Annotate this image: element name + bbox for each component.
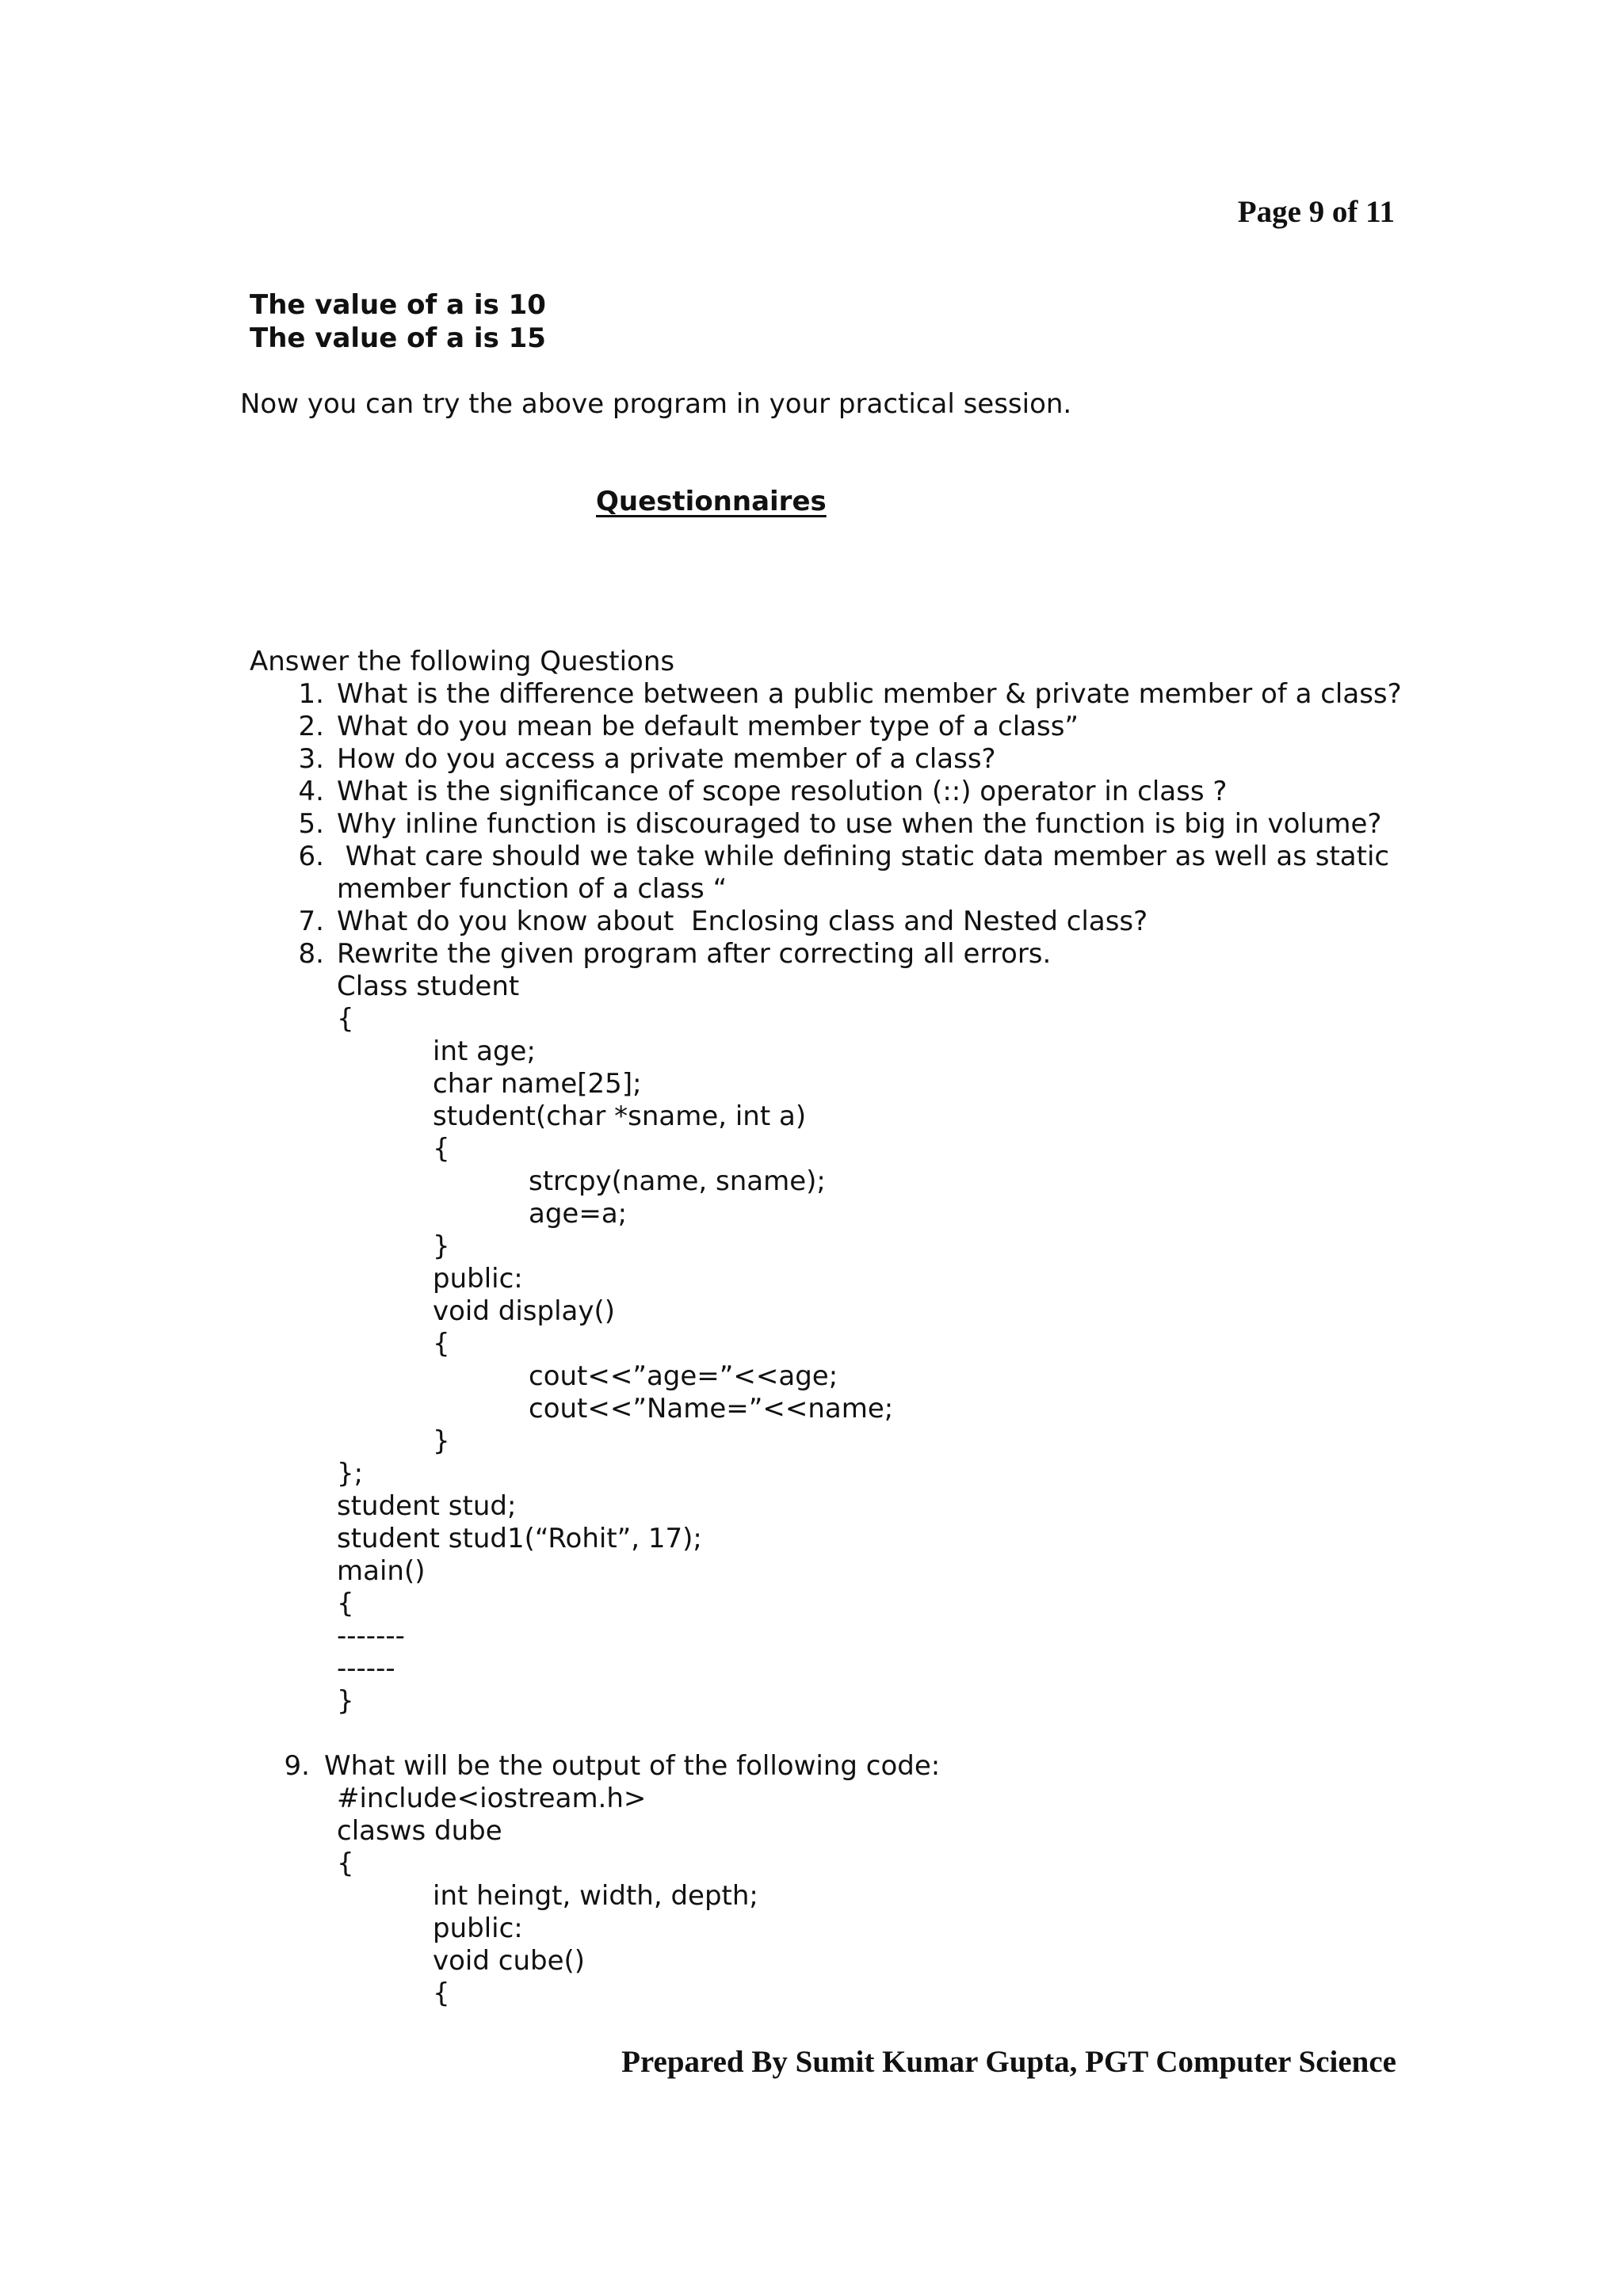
code-line: [250, 1068, 1407, 1100]
code-line: [250, 1685, 1407, 1718]
output-line: The value of a is 15: [250, 322, 546, 354]
code-text: strcpy(name, sname);: [529, 1165, 826, 1197]
question-number: 2.: [298, 711, 324, 742]
code-line: [250, 1523, 1407, 1555]
code-text: Class student: [337, 971, 520, 1002]
question-text: Why inline function is discouraged to use when the function is big in volume?: [337, 808, 1382, 840]
question-text: What do you mean be default member type of a class”: [337, 711, 1079, 742]
code-line: [250, 1653, 1407, 1685]
section-title: Questionnaires: [596, 486, 827, 517]
code-line: [250, 1978, 1407, 2010]
code-text: cout<<”Name=”<<name;: [529, 1393, 894, 1425]
question-number: 5.: [298, 808, 324, 840]
code-text: }: [433, 1230, 450, 1262]
code-text: #include<iostream.h>: [337, 1783, 647, 1814]
spacer: [250, 1718, 1407, 1750]
code-line: [250, 971, 1407, 1003]
question-item: [250, 711, 1407, 743]
code-line: [250, 1100, 1407, 1133]
code-line: [250, 1360, 1407, 1393]
code-text: ------: [337, 1653, 395, 1684]
code-block-q8: [250, 971, 1407, 1718]
code-text: public:: [433, 1263, 523, 1295]
code-block-q9: [250, 1783, 1407, 2010]
code-line: [250, 1230, 1407, 1263]
code-text: clasws dube: [337, 1815, 502, 1847]
question-number: 1.: [298, 678, 324, 710]
instructions: Answer the following Questions: [250, 646, 675, 677]
code-text: age=a;: [529, 1198, 628, 1230]
code-text: };: [337, 1458, 364, 1489]
question-item: [250, 808, 1407, 841]
question-number: 6.: [298, 841, 324, 872]
question-text: What will be the output of the following code:: [324, 1750, 941, 1782]
code-text: void cube(): [433, 1945, 586, 1977]
code-text: -------: [337, 1620, 405, 1652]
question-item: [250, 743, 1407, 776]
code-text: {: [433, 1978, 450, 2009]
code-text: {: [337, 1588, 354, 1619]
question-number: 8.: [298, 938, 324, 970]
question-text: How do you access a private member of a class?: [337, 743, 996, 775]
question-text: What is the difference between a public member & private member of a class?: [337, 678, 1402, 710]
question-item: [250, 841, 1407, 873]
code-line: [250, 1003, 1407, 1035]
question-item: [250, 1750, 1407, 1783]
code-text: public:: [433, 1913, 523, 1944]
code-text: char name[25];: [433, 1068, 642, 1100]
code-line: [250, 1848, 1407, 1880]
questions-section: [250, 646, 1407, 2010]
code-text: {: [337, 1003, 354, 1035]
code-text: cout<<”age=”<<age;: [529, 1360, 838, 1392]
code-text: void display(): [433, 1295, 616, 1327]
code-line: [250, 1945, 1407, 1978]
code-line: [250, 1295, 1407, 1328]
code-line: [250, 1458, 1407, 1490]
question-number: 9.: [284, 1750, 310, 1782]
question-item: [250, 678, 1407, 711]
code-line: [250, 1620, 1407, 1653]
question-text: member function of a class “: [337, 873, 727, 905]
question-text: Rewrite the given program after correcting all errors.: [337, 938, 1052, 970]
code-text: student stud1(“Rohit”, 17);: [337, 1523, 702, 1554]
code-line: [250, 1198, 1407, 1230]
code-line: [250, 1490, 1407, 1523]
code-line: [250, 1913, 1407, 1945]
code-text: {: [337, 1848, 354, 1879]
output-line: The value of a is 10: [250, 289, 546, 321]
code-line: [250, 1165, 1407, 1198]
code-text: {: [433, 1133, 450, 1165]
code-text: int age;: [433, 1035, 536, 1067]
code-text: }: [433, 1425, 450, 1457]
code-line: [250, 1425, 1407, 1458]
code-text: }: [337, 1685, 354, 1717]
code-line: [250, 1880, 1407, 1913]
code-line: [250, 1035, 1407, 1068]
question-continuation: [250, 873, 1407, 906]
question-text: What care should we take while defining static data member as well as static: [337, 841, 1390, 872]
code-line: [250, 1815, 1407, 1848]
question-item: [250, 776, 1407, 808]
code-line: [250, 1555, 1407, 1588]
question-item: [250, 938, 1407, 971]
question-number: 7.: [298, 906, 324, 937]
code-text: {: [433, 1328, 450, 1360]
code-line: [250, 1588, 1407, 1620]
question-item: [250, 906, 1407, 938]
question-number: 3.: [298, 743, 324, 775]
code-line: [250, 1393, 1407, 1425]
question-text: What is the significance of scope resolution (::) operator in class ?: [337, 776, 1228, 807]
intro-text: Now you can try the above program in your practical session.: [240, 388, 1072, 420]
code-text: student stud;: [337, 1490, 517, 1522]
footer-credit: Prepared By Sumit Kumar Gupta, PGT Computer Science: [621, 2045, 1396, 2079]
question-text: What do you know about Enclosing class and Nested class?: [337, 906, 1148, 937]
code-line: [250, 1263, 1407, 1295]
page-number: Page 9 of 11: [1237, 195, 1395, 229]
code-text: int heingt, width, depth;: [433, 1880, 758, 1912]
code-line: [250, 1133, 1407, 1165]
code-text: main(): [337, 1555, 426, 1587]
code-text: student(char *sname, int a): [433, 1100, 807, 1132]
question-number: 4.: [298, 776, 324, 807]
code-line: [250, 1783, 1407, 1815]
program-output: [250, 288, 546, 355]
code-line: [250, 1328, 1407, 1360]
